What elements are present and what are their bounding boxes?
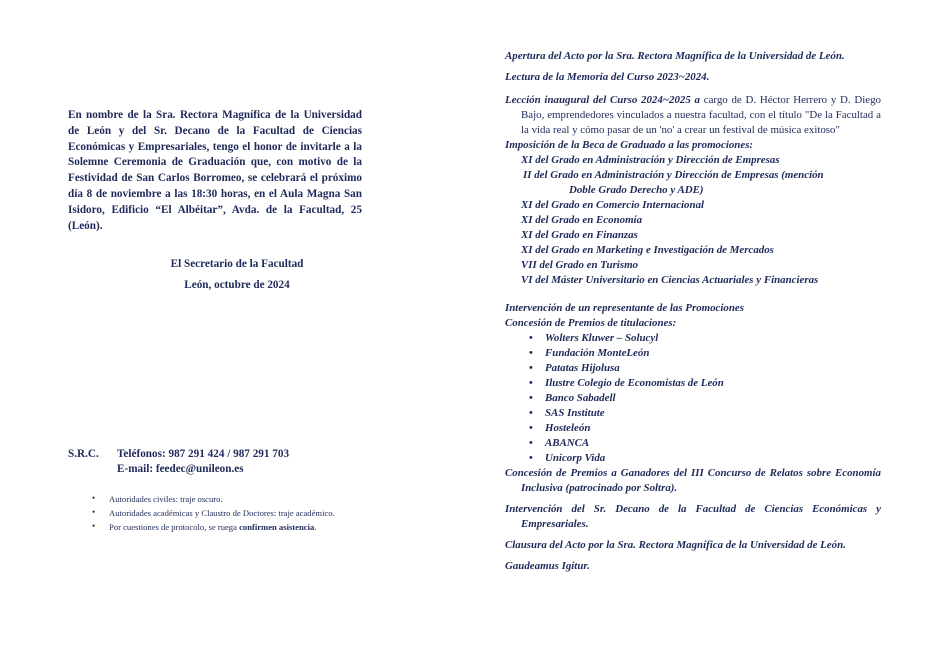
premio-item: • Banco Sabadell bbox=[505, 391, 881, 406]
program-apertura: Apertura del Acto por la Sra. Rectora Magnífica de la Universidad de León. bbox=[505, 50, 845, 62]
program bbox=[505, 49, 881, 574]
dress-code-list bbox=[92, 492, 335, 534]
program-decano: Intervención del Sr. Decano de la Facultad de Ciencias Económicas y Empresariales. bbox=[505, 503, 881, 530]
premios-title: Concesión de Premios de titulaciones: bbox=[505, 317, 677, 329]
program-gaudeamus: Gaudeamus Igitur. bbox=[505, 560, 590, 572]
signature-title: El Secretario de la Facultad bbox=[170, 258, 304, 270]
premio-item: • Patatas Hijolusa bbox=[505, 361, 881, 376]
promo-item: VI del Máster Universitario en Ciencias Actuariales y Financieras bbox=[521, 274, 819, 286]
premio-item: • ABANCA bbox=[505, 436, 881, 451]
program-leccion: Lección inaugural del Curso 2024~2025 a cargo de D. Héctor Herrero y D. Diego Bajo, emprendedores vinculados a nuestra facultad, con el título "De la Facultad a la vida real y cómo pasar de un 'no' a crear un festival de música exitoso" bbox=[505, 94, 881, 136]
premio-item: • SAS Institute bbox=[505, 406, 881, 421]
premios-list bbox=[505, 331, 881, 466]
premio-item: • Fundación MonteLeón bbox=[505, 346, 881, 361]
promo-item: XI del Grado en Administración y Dirección de Empresas bbox=[521, 154, 780, 166]
program-memoria: Lectura de la Memoria del Curso 2023~2024. bbox=[505, 71, 710, 83]
place-date: León, octubre de 2024 bbox=[184, 279, 290, 291]
promo-item: II del Grado en Administración y Dirección de Empresas (mención bbox=[523, 169, 824, 181]
premio-item: • Hosteleón bbox=[505, 421, 881, 436]
email-address: E-mail: feedec@unileon.es bbox=[117, 463, 244, 475]
dress-code-item: • Autoridades académicas y Claustro de Doctores: traje académico. bbox=[92, 506, 335, 520]
premio-item: • Unicorp Vida bbox=[505, 451, 881, 466]
program-clausura: Clausura del Acto por la Sra. Rectora Magnífica de la Universidad de León. bbox=[505, 539, 846, 551]
dress-code-item: • Por cuestiones de protocolo, se ruega confirmen asistencia. bbox=[92, 520, 335, 534]
promo-item: XI del Grado en Economía bbox=[521, 214, 643, 226]
beca-title: Imposición de la Beca de Graduado a las promociones: bbox=[505, 139, 754, 151]
promo-item: VII del Grado en Turismo bbox=[521, 259, 638, 271]
promo-item: XI del Grado en Finanzas bbox=[521, 229, 638, 241]
src-label: S.R.C. bbox=[68, 448, 99, 460]
dress-code-item: • Autoridades civiles: traje oscuro. bbox=[92, 492, 335, 506]
premio-item: • Wolters Kluwer – Solucyl bbox=[505, 331, 881, 346]
invitation-text: En nombre de la Sra. Rectora Magnífica de la Universidad de León y del Sr. Decano de la Facultad de Ciencias Económicas y Empresariales, tengo el honor de invitarle a la Solemne Ceremonia de Graduación que, con motivo de la Festividad de San Carlos Borromeo, se celebrará el próximo día 8 de noviembre a las 18:30 horas, en el Aula Magna San Isidoro, Edificio “El Albéitar”, Avda. de la Facultad, 25 (León). bbox=[68, 109, 362, 232]
intervencion-representante: Intervención de un representante de las Promociones bbox=[505, 302, 744, 314]
invitation-block bbox=[68, 108, 362, 234]
promo-item: XI del Grado en Marketing e Investigación de Mercados bbox=[521, 244, 774, 256]
confirm-attendance: confirmen asistencia bbox=[239, 522, 315, 532]
promo-item-cont: Doble Grado Derecho y ADE) bbox=[569, 184, 704, 196]
promo-item: XI del Grado en Comercio Internacional bbox=[521, 199, 705, 211]
program-relatos: Concesión de Premios a Ganadores del III Concurso de Relatos sobre Economía Inclusiva (patrocinado por Soltra). bbox=[505, 467, 881, 494]
premio-item: • Ilustre Colegio de Economistas de León bbox=[505, 376, 881, 391]
phone-numbers: Teléfonos: 987 291 424 / 987 291 703 bbox=[117, 448, 290, 460]
